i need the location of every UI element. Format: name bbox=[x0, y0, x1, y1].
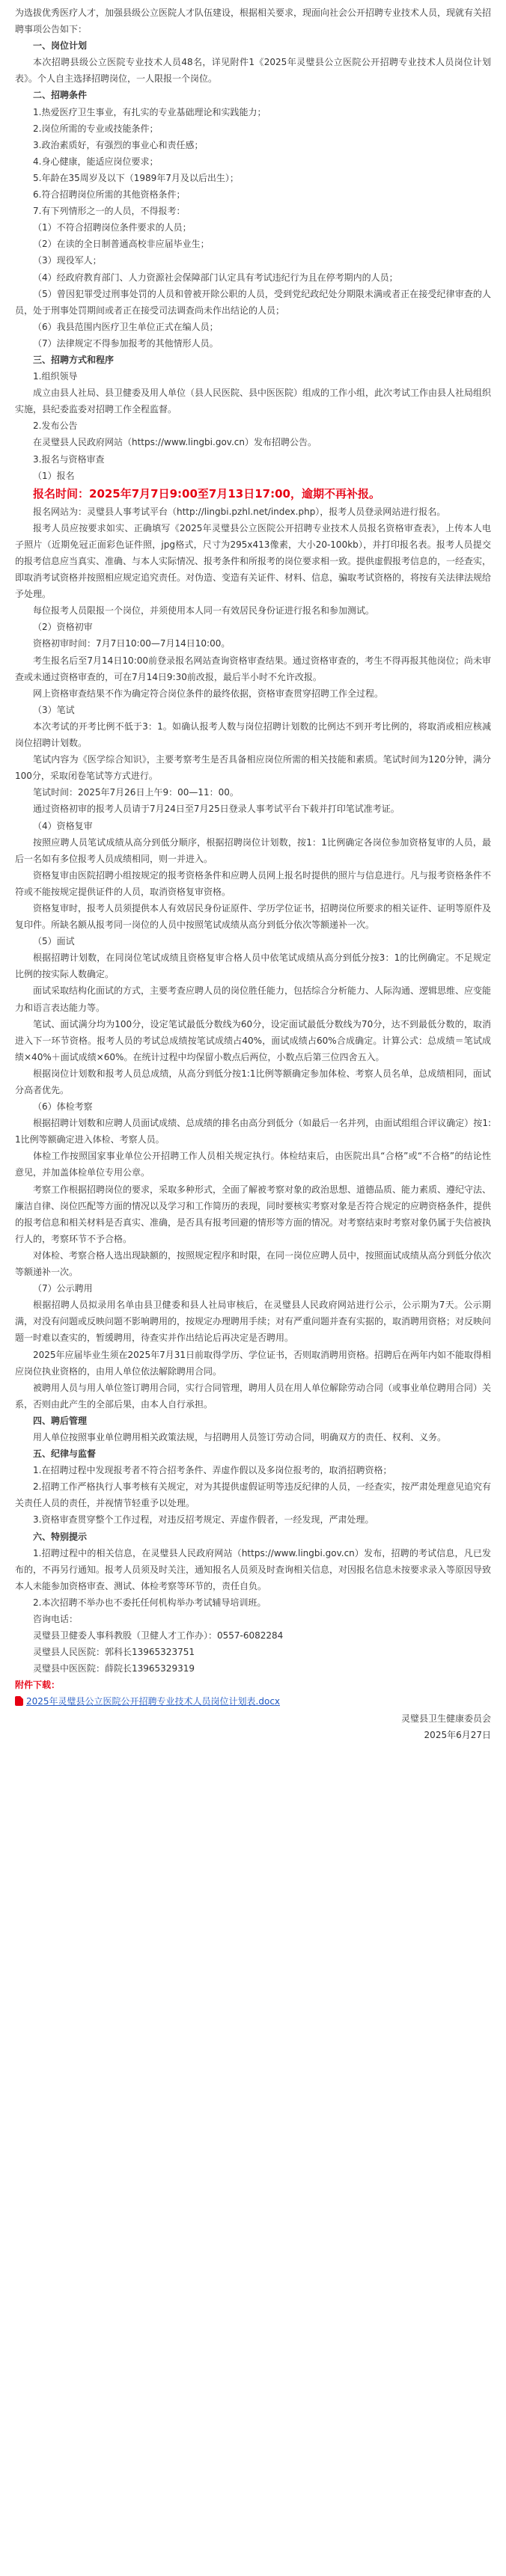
paragraph bbox=[15, 1380, 491, 1413]
paragraph bbox=[15, 818, 491, 834]
paragraph-text: 根据招聘计划数和应聘人员面试成绩、总成绩的排名由高分到低分（如最后一名并列，由面试组组合评议确定）按1:1比例等额确定进入体检、考察人员。 bbox=[15, 1118, 491, 1145]
paragraph-text: 6.符合招聘岗位所需的其他资格条件； bbox=[33, 189, 186, 201]
paragraph bbox=[15, 417, 491, 434]
paragraph-text: 2025年应届毕业生须在2025年7月31日前取得学历、学位证书，否则取消聘用资格。招聘后在两年内如不能取得相应岗位执业资格的，由用人单位依法解除聘用合同。 bbox=[15, 1349, 491, 1377]
paragraph bbox=[15, 718, 491, 751]
section-heading bbox=[15, 37, 491, 54]
paragraph bbox=[15, 949, 491, 982]
paragraph-text: 考察工作根据招聘岗位的要求，采取多种形式，全面了解被考察对象的政治思想、道德品质、能力素质、遵纪守法、廉洁自律、岗位匹配等方面的情况以及学习和工作简历的表现，同时要核实考察对象是否符合规定的应聘资格条件，提供的报考信息和相关材料是否真实、准确，是否具有报考回避的情形等方面的情况。对考察结束时考察对象仍属于失信被执行人的，考察环节不予合格。 bbox=[15, 1184, 492, 1244]
paragraph-text: （2）在读的全日制普通高校非应届毕业生； bbox=[33, 239, 210, 250]
section-heading-text: 一、岗位计划 bbox=[33, 40, 88, 52]
paragraph-text: （4）经政府教育部门、人力资源社会保障部门认定具有考试违纪行为且在停考期内的人员； bbox=[33, 272, 398, 283]
paragraph-text: 通过资格初审的报考人员请于7月24日至7月25日登录人事考试平台下载并打印笔试准考证。 bbox=[33, 804, 400, 815]
paragraph-text: 1.在招聘过程中发现报考者不符合招考条件、弄虚作假以及多岗位报考的，取消招聘资格； bbox=[33, 1465, 392, 1476]
paragraph-text: 每位报考人员限报一个岗位，并须使用本人同一有效居民身份证进行报名和参加测试。 bbox=[33, 605, 375, 617]
paragraph-text: 根据岗位计划数和报考人员总成绩，从高分到低分按1:1比例等额确定参加体检、考察人员名单，总成绩相同，面试分高者优先。 bbox=[15, 1068, 491, 1095]
paragraph bbox=[15, 252, 491, 269]
paragraph bbox=[15, 451, 491, 468]
paragraph bbox=[15, 170, 491, 186]
paragraph-text: 根据招聘计划数，在同岗位笔试成绩且资格复审合格人员中依笔试成绩从高分到低分按3：1的比例确定。不足规定比例的按实际人数确定。 bbox=[15, 952, 491, 980]
paragraph bbox=[15, 867, 491, 900]
document-file-icon bbox=[15, 1696, 23, 1706]
paragraph bbox=[15, 54, 491, 87]
paragraph-text: 被聘用人员与用人单位签订聘用合同，实行合同管理，聘用人员在用人单位解除劳动合同（或事业单位聘用合同）关系，否则由此产生的全部后果，由本人自行承担。 bbox=[15, 1382, 492, 1410]
paragraph-text: 2.发布公告 bbox=[33, 420, 78, 432]
paragraph-text: （7）公示聘用 bbox=[33, 1283, 93, 1294]
paragraph-text: 报名时间：2025年7月7日9:00至7月13日17:00，逾期不再补报。 bbox=[33, 486, 380, 501]
attachment-label: 附件下载： bbox=[15, 1680, 61, 1691]
paragraph-text: 2.岗位所需的专业或技能条件； bbox=[33, 123, 159, 134]
paragraph bbox=[15, 236, 491, 252]
section-heading bbox=[15, 1445, 491, 1462]
section-heading-text: 三、招聘方式和程序 bbox=[33, 354, 115, 365]
attachment-download-link[interactable]: 2025年灵璧县公立医院公开招聘专业技术人员岗位计划表.docx bbox=[26, 1696, 281, 1707]
paragraph-text: （7）法律规定不得参加报考的其他情形人员。 bbox=[33, 337, 219, 349]
paragraph-text: 资格复审由医院招聘小组按规定的报考资格条件和应聘人员网上报名时提供的照片与信息进行。凡与报考资格条件不符或不能按规定提供证件的人员，取消资格复审资格。 bbox=[15, 869, 492, 897]
paragraph-text: 灵璧县中医医院：薛院长13965329319 bbox=[33, 1663, 195, 1674]
paragraph-text: 3.政治素质好，有强烈的事业心和责任感； bbox=[33, 139, 204, 150]
paragraph bbox=[15, 104, 491, 120]
paragraph-text: 网上资格审查结果不作为确定符合岗位条件的最终依据，资格审查贯穿招聘工作全过程。 bbox=[33, 688, 384, 699]
paragraph-text: 1.招聘过程中的相关信息，在灵璧县人民政府网站（https://www.lingbi.gov.cn）发布，招聘的考试信息，凡已发布的，不再另行通知。报考人员须及时关注，通知报名人员须及时查询相关信息，对因报名信息未按要求录入等原因导致本人未能参加资格审查、测试、体检考察等环节的，责任自负。 bbox=[15, 1547, 492, 1591]
section-heading-text: 六、特别提示 bbox=[33, 1531, 88, 1542]
section-heading bbox=[15, 1529, 491, 1545]
paragraph-text: 成立由县人社局、县卫健委及用人单位（县人民医院、县中医医院）组成的工作小组，此次考试工作由县人社局组织实施，县纪委监委对招聘工作全程监督。 bbox=[15, 388, 492, 415]
paragraph bbox=[15, 982, 491, 1015]
paragraph-text: （5）面试 bbox=[33, 936, 75, 947]
paragraph-text: 报考人员应按要求如实、正确填写《2025年灵璧县公立医院公开招聘专业技术人员报名资格审查表》，上传本人电子照片（近期免冠正面彩色证件照，jpg格式，尺寸为295x413像素，大小20-100kb），并打印报名表。报考人员提交的报考信息应当真实、准确、与本人实际情况、报考条件和所报考的岗位要求相一致。提供虚假报考信息的，一经查实，即取消考试资格并按照相应规定追究责任。对伪造、变造有关证件、材料、信息，骗取考试资格的，将按有关法律法规给予处理。 bbox=[15, 522, 492, 600]
paragraph bbox=[15, 434, 491, 450]
paragraph bbox=[15, 520, 491, 602]
paragraph-text: （3）现役军人； bbox=[33, 255, 102, 266]
paragraph bbox=[15, 1098, 491, 1115]
paragraph-text: 考生报名后至7月14日10:00前登录报名网站查询资格审查结果。通过资格审查的，考生不得再报其他岗位；尚未审查或未通过资格审查的，可在7月14日9:30前改报，最后半小时不允许改报。 bbox=[15, 655, 491, 682]
paragraph bbox=[15, 1181, 491, 1247]
paragraph bbox=[15, 1611, 491, 1627]
paragraph bbox=[15, 702, 491, 718]
section-heading-text: 五、纪律与监督 bbox=[33, 1448, 97, 1460]
paragraph bbox=[15, 137, 491, 153]
paragraph bbox=[15, 1280, 491, 1297]
paragraph bbox=[15, 1478, 491, 1511]
paragraph-text: 体检工作按照国家事业单位公开招聘工作人员相关规定执行。体检结束后，由医院出具“合格”或“不合格”的结论性意见，并加盖体检单位专用公章。 bbox=[15, 1151, 491, 1178]
paragraph-text: 灵璧县人民医院：郭科长13965323751 bbox=[33, 1647, 195, 1658]
paragraph-text: 资格复审时，报考人员须提供本人有效居民身份证原件、学历学位证书，招聘岗位所要求的相关证件、证明等原件及复印件。所缺名额从报考同一岗位的人员中按照笔试成绩从高分到低分依次等额递补一次。 bbox=[15, 902, 492, 931]
paragraph-text: 笔试、面试满分均为100分，设定笔试最低分数线为60分，设定面试最低分数线为70分，达不到最低分数的，取消进入下一环节资格。报考人员的考试总成绩按笔试成绩占40%，面试成绩占60%合成确定。计算公式：总成绩＝笔试成绩×40%＋面试成绩×60%。在统计过程中均保留小数点后两位，小数点后第三位四舍五入。 bbox=[15, 1018, 491, 1062]
paragraph bbox=[15, 219, 491, 236]
paragraph bbox=[15, 1065, 491, 1098]
paragraph bbox=[15, 335, 491, 352]
paragraph bbox=[15, 685, 491, 702]
section-heading bbox=[15, 1413, 491, 1429]
registration-deadline-notice bbox=[15, 484, 491, 504]
issuer-line bbox=[15, 1710, 491, 1727]
paragraph-text: 本次招聘县级公立医院专业技术人员48名，详见附件1《2025年灵璧县公立医院公开招聘专业技术人员岗位计划表》。个人自主选择招聘岗位，一人限报一个岗位。 bbox=[15, 57, 491, 85]
paragraph-text: 1.组织领导 bbox=[33, 371, 78, 382]
paragraph-text: （6）体检考察 bbox=[33, 1101, 93, 1113]
paragraph-text: 报名网站为：灵璧县人事考试平台（http://lingbi.pzhl.net/index.php），报考人员登录网站进行报名。 bbox=[33, 506, 446, 517]
paragraph bbox=[15, 1016, 491, 1065]
paragraph-text: 3.报名与资格审查 bbox=[33, 453, 105, 465]
paragraph-text: 咨询电话： bbox=[33, 1614, 79, 1624]
paragraph-text: 用人单位按照事业单位聘用相关政策法规，与招聘用人员签订劳动合同，明确双方的责任、权利、义务。 bbox=[33, 1431, 447, 1443]
paragraph bbox=[15, 1115, 491, 1148]
paragraph bbox=[15, 751, 491, 784]
paragraph-text: 3.资格审查贯穿整个工作过程，对违反招考规定、弄虚作假者，一经发现，严肃处理。 bbox=[33, 1514, 374, 1526]
paragraph-text: （6）我县范围内医疗卫生单位正式在编人员； bbox=[33, 321, 219, 332]
paragraph bbox=[15, 900, 491, 933]
paragraph bbox=[15, 286, 491, 319]
paragraph bbox=[15, 933, 491, 949]
paragraph bbox=[15, 153, 491, 170]
paragraph-text: 笔试内容为《医学综合知识》，主要考察考生是否具备相应岗位所需的相关技能和素质。笔试时间为120分钟，满分100分，采取闭卷笔试等方式进行。 bbox=[15, 754, 491, 782]
paragraph-text: 按照应聘人员笔试成绩从高分到低分顺序，根据招聘岗位计划数，按1：1比例确定各岗位参加资格复审的人员，最后一名如有多位报考人员成绩相同，则一并进入。 bbox=[15, 836, 491, 864]
paragraph-text: 2.招聘工作严格执行人事考核有关规定，对为其提供虚假证明等违反纪律的人员，一经查实，按严肃处理意见追究有关责任人员的责任，并视情节轻重予以处理。 bbox=[15, 1481, 491, 1509]
paragraph bbox=[15, 1462, 491, 1478]
paragraph bbox=[15, 203, 491, 219]
attachment-line bbox=[15, 1693, 491, 1710]
paragraph bbox=[15, 269, 491, 286]
paragraph-text: 为选拔优秀医疗人才，加强县级公立医院人才队伍建设，根据相关要求，现面向社会公开招聘专业技术人员，现就有关招聘事项公告如下： bbox=[15, 7, 492, 35]
issue-date: 2025年6月27日 bbox=[424, 1729, 491, 1740]
paragraph-text: 4.身心健康，能适应岗位要求； bbox=[33, 156, 159, 167]
paragraph bbox=[15, 784, 491, 801]
section-heading-text: 四、聘后管理 bbox=[33, 1415, 88, 1426]
paragraph-text: （2）资格初审 bbox=[33, 622, 93, 633]
paragraph-text: 灵璧县卫健委人事科教股（卫健人才工作办）：0557-6082284 bbox=[33, 1630, 284, 1642]
paragraph-text: 1.热爱医疗卫生事业，有扎实的专业基础理论和实践能力； bbox=[33, 106, 266, 117]
attachment-label-line bbox=[15, 1677, 491, 1693]
paragraph-text: （1）不符合招聘岗位条件要求的人员； bbox=[33, 222, 192, 233]
paragraph bbox=[15, 504, 491, 520]
paragraph bbox=[15, 385, 491, 417]
paragraph-text: 7.有下列情形之一的人员，不得报考： bbox=[33, 206, 186, 217]
paragraph bbox=[15, 1644, 491, 1660]
paragraph-text: 2.本次招聘不举办也不委托任何机构举办考试辅导培训班。 bbox=[33, 1597, 266, 1608]
paragraph-text: 根据招聘人员拟录用名单由县卫健委和县人社局审核后，在灵璧县人民政府网站进行公示，公示期为7天。公示期满，对没有问题或反映问题不影响聘用的，按规定办理聘用手续；对有严重问题并查有实据的，取消聘用资格；对反映问题一时难以查实的，暂缓聘用，待查实并作出结论后再决定是否聘用。 bbox=[15, 1300, 492, 1344]
paragraph-text: （5）曾因犯罪受过刑事处罚的人员和曾被开除公职的人员，受到党纪政纪处分期限未满或者正在接受纪律审查的人员，处于刑事处罚期间或者正在接受司法调查尚未作出结论的人员； bbox=[15, 288, 491, 316]
paragraph bbox=[15, 1660, 491, 1677]
paragraph bbox=[15, 1347, 491, 1380]
paragraph-text: （4）资格复审 bbox=[33, 820, 93, 831]
paragraph bbox=[15, 619, 491, 635]
paragraph bbox=[15, 1429, 491, 1445]
paragraph-text: 本次考试的开考比例不低于3：1。如确认报考人数与岗位招聘计划数的比例达不到开考比例的，将取消或相应核减岗位招聘计划数。 bbox=[15, 721, 491, 749]
paragraph bbox=[15, 602, 491, 619]
announcement-body bbox=[15, 4, 491, 1677]
paragraph bbox=[15, 368, 491, 385]
paragraph-text: （1）报名 bbox=[33, 470, 75, 481]
paragraph bbox=[15, 468, 491, 484]
paragraph-text: 在灵璧县人民政府网站（https://www.lingbi.gov.cn）发布招聘公告。 bbox=[33, 437, 317, 448]
paragraph bbox=[15, 1594, 491, 1611]
paragraph bbox=[15, 120, 491, 137]
paragraph bbox=[15, 1627, 491, 1644]
paragraph bbox=[15, 319, 491, 335]
paragraph bbox=[15, 186, 491, 203]
section-heading-text: 二、招聘条件 bbox=[33, 90, 88, 101]
paragraph-text: 对体检、考察合格人选出现缺额的，按照规定程序和时限，在同一岗位应聘人员中，按照面试成绩从高分到低分依次等额递补一次。 bbox=[15, 1249, 492, 1278]
paragraph bbox=[15, 1148, 491, 1181]
paragraph bbox=[15, 652, 491, 685]
section-heading bbox=[15, 352, 491, 368]
section-heading bbox=[15, 87, 491, 103]
paragraph-text: 资格初审时间：7月7日10:00—7月14日10:00。 bbox=[33, 638, 231, 649]
paragraph bbox=[15, 1545, 491, 1594]
paragraph-text: 5.年龄在35周岁及以下（1989年7月及以后出生）； bbox=[33, 172, 239, 183]
paragraph bbox=[15, 801, 491, 817]
paragraph-text: 笔试时间：2025年7月26日上午9：00—11：00。 bbox=[33, 787, 239, 798]
paragraph bbox=[15, 1297, 491, 1346]
paragraph bbox=[15, 4, 491, 37]
paragraph-text: 面试采取结构化面试的方式，主要考查应聘人员的岗位胜任能力，包括综合分析能力、人际沟通、逻辑思维、应变能力和语言表达能力等。 bbox=[15, 985, 492, 1013]
paragraph bbox=[15, 635, 491, 652]
issuer-name: 灵璧县卫生健康委员会 bbox=[400, 1713, 491, 1724]
paragraph bbox=[15, 834, 491, 867]
paragraph-text: （3）笔试 bbox=[33, 704, 75, 715]
paragraph bbox=[15, 1511, 491, 1528]
date-line bbox=[15, 1727, 491, 1743]
paragraph bbox=[15, 1247, 491, 1280]
